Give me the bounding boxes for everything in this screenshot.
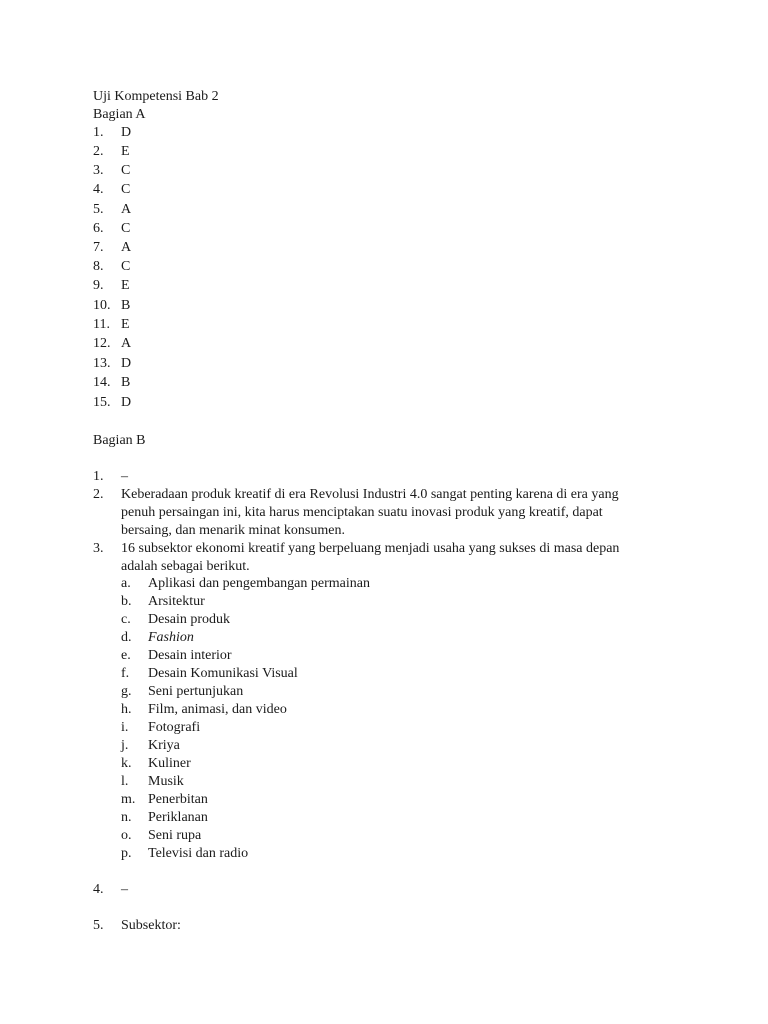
question-answer-line: Keberadaan produk kreatif di era Revolusi Industri 4.0 sangat penting karena di era yang (121, 487, 619, 502)
answer-letter: C (121, 221, 131, 236)
list-item: Periklanan (148, 810, 208, 825)
question-answer: – (121, 882, 128, 897)
answer-number: 4. (93, 182, 104, 197)
answer-number: 2. (93, 144, 104, 159)
list-item-letter: p. (121, 846, 132, 861)
answer-number: 1. (93, 125, 104, 140)
question-answer: Subsektor: (121, 918, 181, 933)
list-item: Fotografi (148, 720, 201, 735)
list-item: Fashion (148, 630, 194, 645)
question-number: 3. (93, 541, 104, 556)
question-number: 4. (93, 882, 104, 897)
answer-number: 3. (93, 163, 104, 178)
answer-number: 11. (93, 317, 110, 332)
question-number: 1. (93, 469, 104, 484)
list-item: Penerbitan (148, 792, 208, 807)
list-item-letter: h. (121, 702, 132, 717)
answer-letter: A (121, 202, 132, 217)
answer-number: 10. (93, 298, 111, 313)
question-number: 2. (93, 487, 104, 502)
list-item: Televisi dan radio (148, 846, 249, 861)
answer-letter: B (121, 375, 131, 390)
list-item: Musik (148, 774, 184, 789)
answer-number: 7. (93, 240, 104, 255)
list-item: Aplikasi dan pengembangan permainan (148, 576, 370, 591)
answer-number: 9. (93, 278, 104, 293)
list-item: Seni rupa (148, 828, 202, 843)
question-answer-line: 16 subsektor ekonomi kreatif yang berpeluang menjadi usaha yang sukses di masa depan (121, 541, 620, 556)
answer-number: 15. (93, 395, 111, 410)
answer-letter: E (121, 278, 130, 293)
question-answer-line: bersaing, dan menarik minat konsumen. (121, 523, 345, 538)
answer-letter: E (121, 317, 130, 332)
list-item: Desain interior (148, 648, 232, 663)
answer-number: 14. (93, 375, 111, 390)
answer-number: 12. (93, 336, 111, 351)
list-item-letter: f. (121, 666, 130, 681)
section-b-heading: Bagian B (93, 433, 146, 448)
list-item-letter: d. (121, 630, 132, 645)
question-answer: – (121, 469, 128, 484)
answer-letter: A (121, 240, 132, 255)
answer-letter: C (121, 182, 131, 197)
answer-letter: D (121, 395, 132, 410)
answer-letter: C (121, 259, 131, 274)
list-item-letter: n. (121, 810, 132, 825)
answer-number: 6. (93, 221, 104, 236)
list-item-letter: c. (121, 612, 131, 627)
list-item: Seni pertunjukan (148, 684, 244, 699)
question-answer-line: adalah sebagai berikut. (121, 559, 250, 574)
answer-letter: D (121, 125, 132, 140)
list-item-letter: a. (121, 576, 131, 591)
list-item: Desain produk (148, 612, 231, 627)
list-item-letter: m. (121, 792, 136, 807)
answer-number: 8. (93, 259, 104, 274)
list-item-letter: l. (121, 774, 129, 789)
question-number: 5. (93, 918, 104, 933)
answer-letter: E (121, 144, 130, 159)
document-title: Uji Kompetensi Bab 2 (93, 89, 219, 104)
answer-number: 13. (93, 356, 111, 371)
list-item-letter: j. (121, 738, 129, 753)
answer-letter: B (121, 298, 131, 313)
list-item: Film, animasi, dan video (148, 702, 287, 717)
list-item-letter: g. (121, 684, 132, 699)
list-item: Kriya (148, 738, 180, 753)
section-a-heading: Bagian A (93, 107, 146, 122)
answer-letter: A (121, 336, 132, 351)
list-item: Arsitektur (148, 594, 205, 609)
answer-letter: C (121, 163, 131, 178)
list-item-letter: k. (121, 756, 132, 771)
list-item-letter: b. (121, 594, 132, 609)
list-item-letter: i. (121, 720, 129, 735)
list-item-letter: e. (121, 648, 131, 663)
list-item: Kuliner (148, 756, 191, 771)
answer-letter: D (121, 356, 132, 371)
answer-number: 5. (93, 202, 104, 217)
list-item: Desain Komunikasi Visual (148, 666, 298, 681)
list-item-letter: o. (121, 828, 132, 843)
question-answer-line: penuh persaingan ini, kita harus menciptakan suatu inovasi produk yang kreatif, dapat (121, 505, 603, 520)
